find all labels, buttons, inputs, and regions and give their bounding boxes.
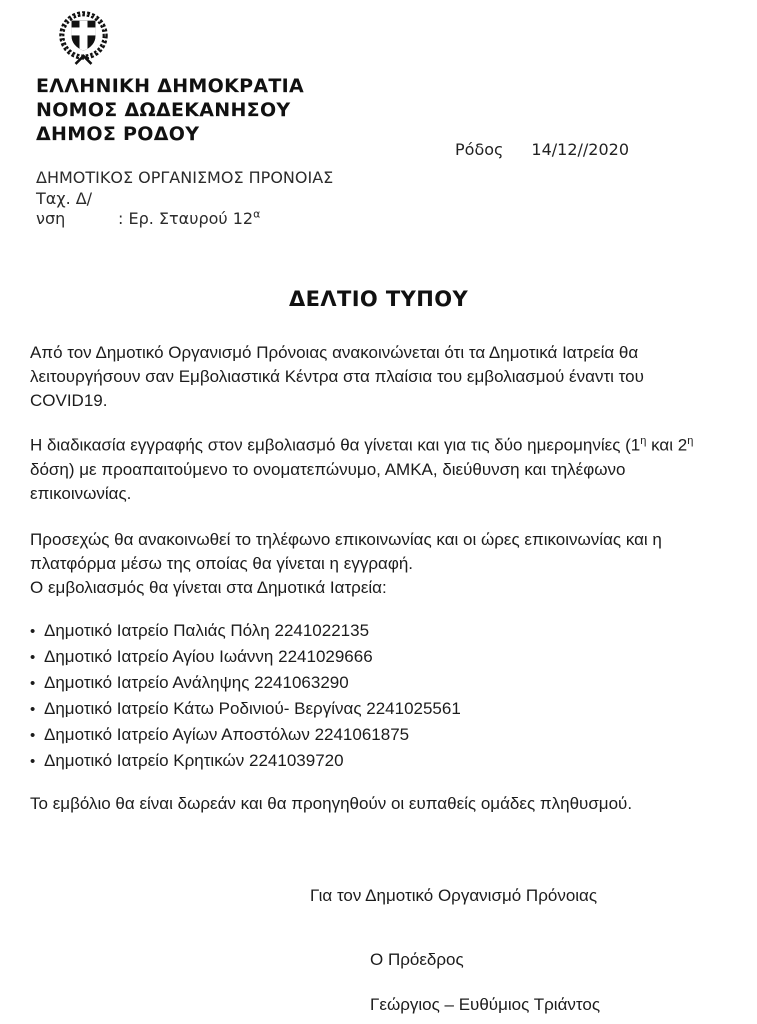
clinic-list-item [30,644,757,670]
postal-address-line [36,189,757,229]
greek-coat-of-arms-icon [55,8,112,72]
clinic-name: Δημοτικό Ιατρείο Κάτω Ροδινιού- Βεργίνας [44,698,362,718]
clinic-list-item [30,618,757,644]
clinic-phone: 2241063290 [254,672,349,692]
paragraph-announcement: Από τον Δημοτικό Οργανισμό Πρόνοιας ανακοινώνεται ότι τα Δημοτικά Ιατρεία θα λειτουργήσουν σαν Εμβολιαστικά Κέντρα στα πλαίσια του εμβολιασμού έναντι του COVID19. [30,343,644,410]
clinic-name: Δημοτικό Ιατρείο Παλιάς Πόλη [44,620,270,640]
dose-1-superscript: η [640,435,647,447]
signature-name: Γεώργιος – Ευθύμιος Τριάντος [370,994,601,1014]
header-line-prefecture: ΝΟΜΟΣ ΔΩΔΕΚΑΝΗΣΟΥ [36,99,291,121]
clinic-name: Δημοτικό Ιατρείο Αγίου Ιωάννη [44,646,274,666]
address-label: Ταχ. Δ/νση [36,189,93,228]
clinic-phone: 2241061875 [314,724,410,744]
clinic-name: Δημοτικό Ιατρείο Κρητικών [44,750,245,770]
paragraph-registration-text-2: και 2 [646,435,688,455]
clinic-name: Δημοτικό Ιατρείο Αγίων Αποστόλων [44,724,310,744]
organization-name: ΔΗΜΟΤΙΚΟΣ ΟΡΓΑΝΙΣΜΟΣ ΠΡΟΝΟΙΑΣ [36,168,334,187]
address-superscript: α [253,207,261,221]
place-label: Ρόδος [455,140,504,159]
paragraph-registration-text-1: Η διαδικασία εγγραφής στον εμβολιασμό θα γίνεται και για τις δύο ημερομηνίες (1 [30,435,641,455]
clinic-phone: 2241029666 [278,646,373,666]
clinic-phone: 2241022135 [274,620,370,640]
signature-for-line: Για τον Δημοτικό Οργανισμό Πρόνοιας [310,885,598,905]
government-header [36,74,757,146]
dose-2-superscript: η [687,435,694,447]
clinic-phone: 2241039720 [249,750,344,770]
paragraph-registration-text-3: δόση) με προαπαιτούμενο το ονοματεπώνυμο, ΑΜΚΑ, διεύθυνση και τηλέφωνο επικοινωνίας. [30,459,626,503]
clinic-list-item [30,696,757,722]
clinic-phone: 2241025561 [366,698,461,718]
clinic-name: Δημοτικό Ιατρείο Ανάληψης [44,672,250,692]
page-title: ΔΕΛΤΙΟ ΤΥΠΟΥ [288,287,469,311]
address-value: : Ερ. Σταυρού 12 [118,209,254,228]
header-line-municipality: ΔΗΜΟΣ ΡΟΔΟΥ [36,123,200,145]
header-line-republic: ΕΛΛΗΝΙΚΗ ΔΗΜΟΚΡΑΤΙΑ [36,75,304,97]
paragraph-registration [0,429,757,506]
date-value: 14/12//2020 [531,140,630,159]
paragraph-platform-line: Προσεχώς θα ανακοινωθεί το τηλέφωνο επικοινωνίας και οι ώρες επικοινωνίας και η πλατφόρμα μέσω της οποίας θα γίνεται η εγγραφή. [30,529,662,573]
paragraph-closing: Το εμβόλιο θα είναι δωρεάν και θα προηγηθούν οι ευπαθείς ομάδες πληθυσμού. [30,793,633,813]
clinic-list [0,618,757,774]
paragraph-clinics-intro: Ο εμβολιασμός θα γίνεται στα Δημοτικά Ιατρεία: [30,577,387,597]
clinic-list-item [30,670,757,696]
paragraph-platform [0,528,757,600]
date-line [455,140,757,160]
signature-role: Ο Πρόεδρος [370,949,464,969]
clinic-list-item [30,722,757,748]
clinic-list-item [30,748,757,774]
